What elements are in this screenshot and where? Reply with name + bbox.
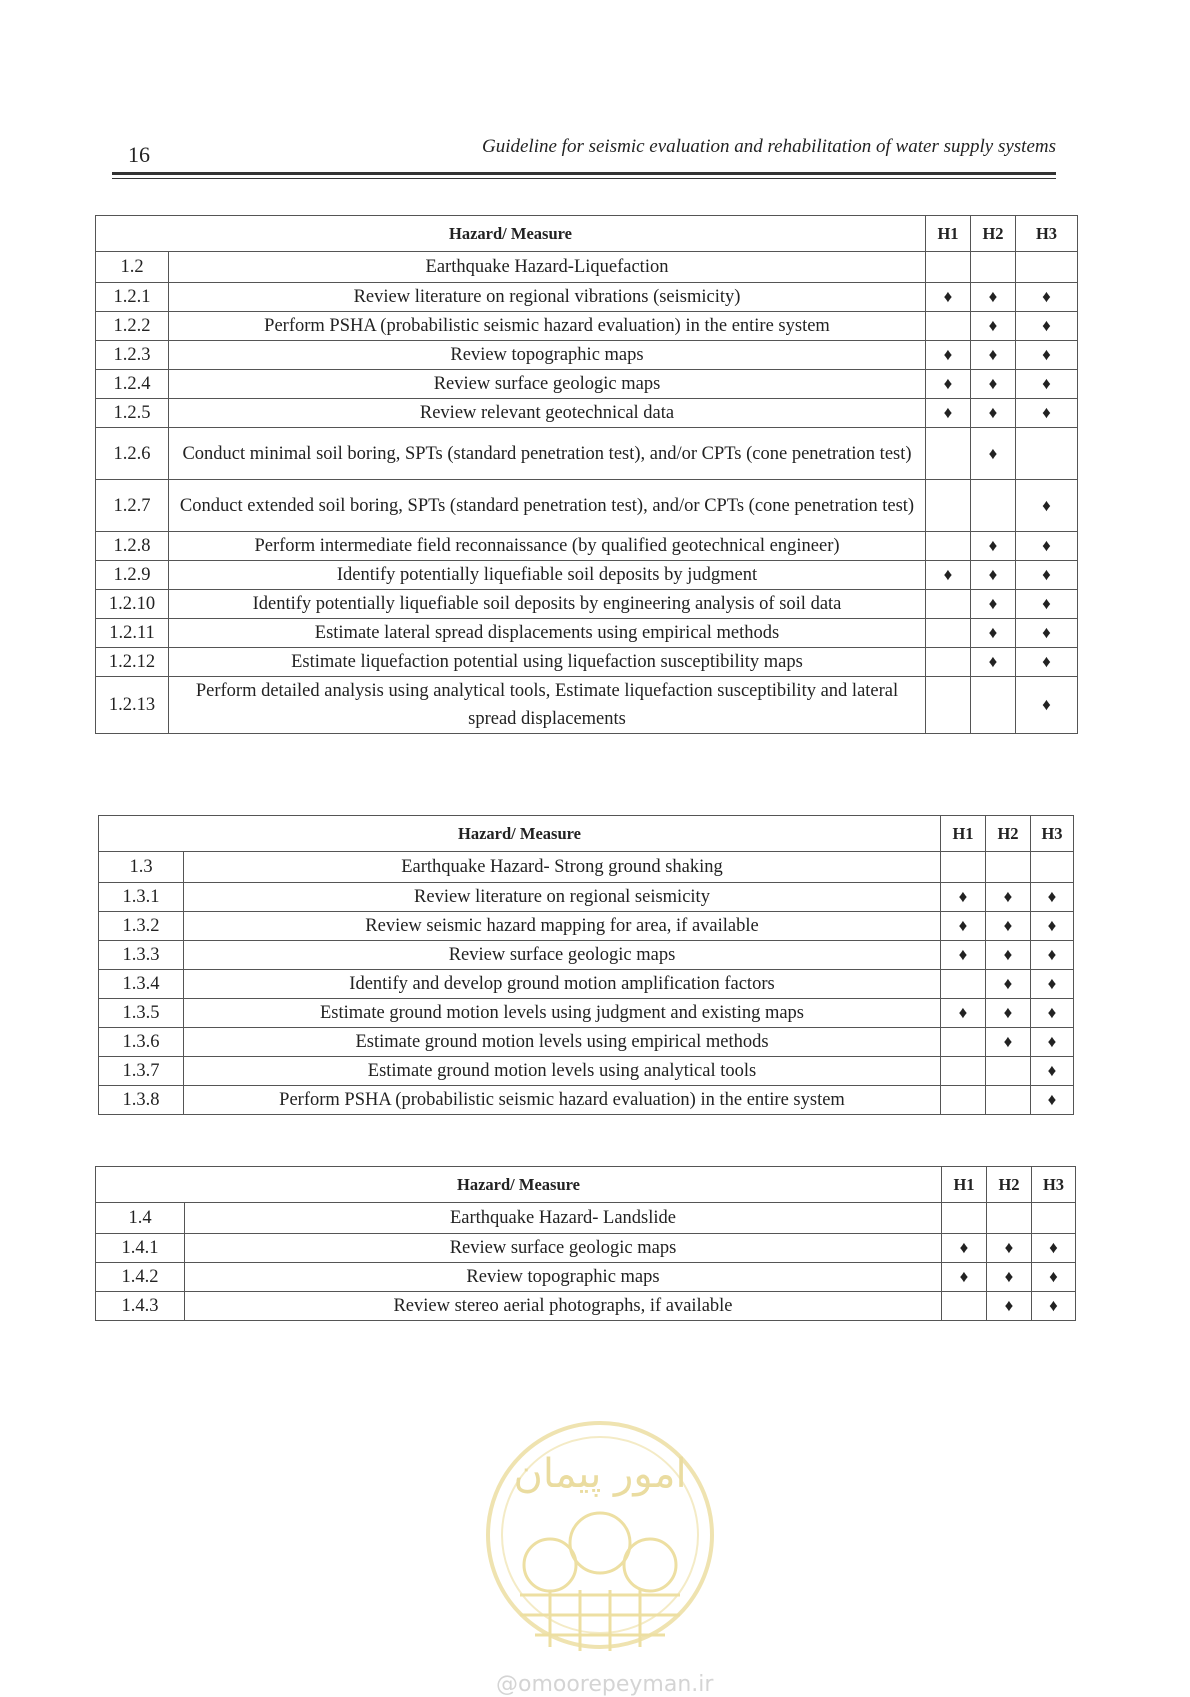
column-header-h3: H3: [1016, 216, 1078, 252]
table-row: [96, 677, 1078, 734]
mark-h3: [1016, 428, 1078, 480]
row-measure: Identify and develop ground motion amplification factors: [184, 970, 941, 999]
row-id: 1.3.8: [99, 1086, 184, 1115]
mark-h1: [926, 428, 971, 480]
mark-h1: ♦: [926, 561, 971, 590]
column-header-h2: H2: [986, 816, 1031, 852]
mark-h3: ♦: [1031, 999, 1074, 1028]
mark-h3: ♦: [1016, 590, 1078, 619]
seal-logo: [480, 1415, 720, 1655]
empty-cell: [986, 852, 1031, 883]
mark-h3: ♦: [1032, 1234, 1076, 1263]
mark-h2: [986, 1086, 1031, 1115]
mark-h2: ♦: [987, 1292, 1032, 1321]
row-measure: Review stereo aerial photographs, if available: [185, 1292, 942, 1321]
table-row: [99, 1086, 1074, 1115]
mark-h1: ♦: [942, 1263, 987, 1292]
mark-h3: ♦: [1016, 648, 1078, 677]
row-id: 1.2.4: [96, 370, 169, 399]
mark-h3: ♦: [1031, 912, 1074, 941]
column-header-measure: Hazard/ Measure: [96, 216, 926, 252]
table-row: [96, 480, 1078, 532]
mark-h2: ♦: [971, 312, 1016, 341]
mark-h2: ♦: [971, 283, 1016, 312]
mark-h2: ♦: [971, 428, 1016, 480]
mark-h1: ♦: [941, 883, 986, 912]
section-title: Earthquake Hazard- Landslide: [185, 1203, 942, 1234]
row-id: 1.3.6: [99, 1028, 184, 1057]
mark-h2: [986, 1057, 1031, 1086]
column-header-h2: H2: [971, 216, 1016, 252]
table-row: [96, 312, 1078, 341]
mark-h1: ♦: [926, 399, 971, 428]
row-measure: Review surface geologic maps: [185, 1234, 942, 1263]
row-id: 1.4.2: [96, 1263, 185, 1292]
ground-shaking-table: [98, 815, 1074, 1115]
page-number: 16: [128, 142, 150, 167]
running-title: Guideline for seismic evaluation and rehabilitation of water supply systems: [482, 136, 1056, 157]
row-id: 1.2.10: [96, 590, 169, 619]
mark-h3: ♦: [1016, 480, 1078, 532]
empty-cell: [942, 1203, 987, 1234]
table-row: [99, 999, 1074, 1028]
landslide-table: [95, 1166, 1076, 1321]
row-measure: Identify potentially liquefiable soil deposits by engineering analysis of soil data: [169, 590, 926, 619]
table-row: [96, 561, 1078, 590]
mark-h2: ♦: [971, 619, 1016, 648]
mark-h1: [941, 1057, 986, 1086]
mark-h1: [926, 677, 971, 734]
mark-h2: ♦: [971, 590, 1016, 619]
row-id: 1.4.1: [96, 1234, 185, 1263]
column-header-h1: H1: [941, 816, 986, 852]
column-header-h3: H3: [1031, 816, 1074, 852]
column-header-measure: Hazard/ Measure: [96, 1167, 942, 1203]
table-row: [96, 1263, 1076, 1292]
mark-h3: ♦: [1031, 1057, 1074, 1086]
mark-h2: ♦: [986, 970, 1031, 999]
column-header-h1: H1: [942, 1167, 987, 1203]
section-id: 1.3: [99, 852, 184, 883]
row-measure: Review seismic hazard mapping for area, if available: [184, 912, 941, 941]
row-measure: Conduct extended soil boring, SPTs (standard penetration test), and/or CPTs (cone penetration test): [169, 480, 926, 532]
row-measure: Review literature on regional vibrations (seismicity): [169, 283, 926, 312]
row-id: 1.2.3: [96, 341, 169, 370]
mark-h2: ♦: [971, 532, 1016, 561]
mark-h2: ♦: [971, 561, 1016, 590]
row-id: 1.2.7: [96, 480, 169, 532]
mark-h3: ♦: [1031, 941, 1074, 970]
row-measure: Estimate lateral spread displacements using empirical methods: [169, 619, 926, 648]
table-header-row: [96, 1167, 1076, 1203]
mark-h2: ♦: [971, 399, 1016, 428]
liquefaction-table: [95, 215, 1078, 734]
row-id: 1.2.12: [96, 648, 169, 677]
row-id: 1.3.7: [99, 1057, 184, 1086]
mark-h2: ♦: [986, 883, 1031, 912]
mark-h3: ♦: [1031, 1086, 1074, 1115]
row-measure: Review topographic maps: [185, 1263, 942, 1292]
empty-cell: [1032, 1203, 1076, 1234]
empty-cell: [926, 252, 971, 283]
empty-cell: [987, 1203, 1032, 1234]
mark-h3: ♦: [1016, 561, 1078, 590]
header-rule-thin: [112, 178, 1056, 179]
mark-h1: [926, 648, 971, 677]
svg-text:امور پیمان: امور پیمان: [513, 1451, 687, 1497]
table-row: [99, 912, 1074, 941]
row-measure: Estimate ground motion levels using empirical methods: [184, 1028, 941, 1057]
section-id: 1.2: [96, 252, 169, 283]
row-id: 1.3.5: [99, 999, 184, 1028]
mark-h1: [941, 1086, 986, 1115]
mark-h3: ♦: [1031, 970, 1074, 999]
mark-h1: [941, 970, 986, 999]
row-measure: Review topographic maps: [169, 341, 926, 370]
table-row: [96, 370, 1078, 399]
table-row: [99, 1028, 1074, 1057]
row-id: 1.2.1: [96, 283, 169, 312]
mark-h3: ♦: [1016, 532, 1078, 561]
column-header-measure: Hazard/ Measure: [99, 816, 941, 852]
mark-h3: ♦: [1032, 1292, 1076, 1321]
mark-h1: ♦: [926, 283, 971, 312]
section-title: Earthquake Hazard-Liquefaction: [169, 252, 926, 283]
section-row: [96, 252, 1078, 283]
mark-h3: ♦: [1031, 883, 1074, 912]
mark-h1: ♦: [941, 912, 986, 941]
empty-cell: [1031, 852, 1074, 883]
mark-h2: ♦: [986, 1028, 1031, 1057]
section-id: 1.4: [96, 1203, 185, 1234]
mark-h1: ♦: [941, 999, 986, 1028]
section-row: [96, 1203, 1076, 1234]
row-measure: Perform intermediate field reconnaissance (by qualified geotechnical engineer): [169, 532, 926, 561]
mark-h3: ♦: [1032, 1263, 1076, 1292]
row-id: 1.2.2: [96, 312, 169, 341]
table-row: [96, 1234, 1076, 1263]
table-row: [96, 341, 1078, 370]
table-row: [96, 619, 1078, 648]
mark-h2: ♦: [986, 912, 1031, 941]
row-measure: Estimate liquefaction potential using liquefaction susceptibility maps: [169, 648, 926, 677]
row-id: 1.3.3: [99, 941, 184, 970]
column-header-h1: H1: [926, 216, 971, 252]
mark-h2: ♦: [987, 1234, 1032, 1263]
row-measure: Perform PSHA (probabilistic seismic hazard evaluation) in the entire system: [169, 312, 926, 341]
mark-h1: [926, 590, 971, 619]
section-row: [99, 852, 1074, 883]
row-id: 1.2.9: [96, 561, 169, 590]
table-row: [96, 648, 1078, 677]
table-header-row: [96, 216, 1078, 252]
site-watermark: @omoorepeyman.ir: [496, 1672, 714, 1697]
mark-h3: ♦: [1016, 399, 1078, 428]
row-measure: Estimate ground motion levels using analytical tools: [184, 1057, 941, 1086]
row-measure: Review surface geologic maps: [169, 370, 926, 399]
row-measure: Review surface geologic maps: [184, 941, 941, 970]
mark-h3: ♦: [1016, 619, 1078, 648]
mark-h1: [926, 312, 971, 341]
row-measure: Identify potentially liquefiable soil deposits by judgment: [169, 561, 926, 590]
table-row: [99, 970, 1074, 999]
table-row: [96, 1292, 1076, 1321]
empty-cell: [971, 252, 1016, 283]
row-id: 1.2.13: [96, 677, 169, 734]
row-measure: Review relevant geotechnical data: [169, 399, 926, 428]
mark-h2: [971, 480, 1016, 532]
mark-h1: [942, 1292, 987, 1321]
empty-cell: [941, 852, 986, 883]
table-row: [96, 590, 1078, 619]
table-row: [96, 283, 1078, 312]
mark-h1: [926, 480, 971, 532]
mark-h1: [941, 1028, 986, 1057]
row-id: 1.3.1: [99, 883, 184, 912]
mark-h3: ♦: [1016, 312, 1078, 341]
table-row: [96, 428, 1078, 480]
mark-h1: [926, 532, 971, 561]
mark-h2: ♦: [986, 999, 1031, 1028]
table-row: [96, 399, 1078, 428]
row-measure: Conduct minimal soil boring, SPTs (standard penetration test), and/or CPTs (cone penetration test): [169, 428, 926, 480]
mark-h3: ♦: [1016, 677, 1078, 734]
mark-h1: [926, 619, 971, 648]
row-measure: Estimate ground motion levels using judgment and existing maps: [184, 999, 941, 1028]
mark-h1: ♦: [926, 370, 971, 399]
section-title: Earthquake Hazard- Strong ground shaking: [184, 852, 941, 883]
row-id: 1.3.4: [99, 970, 184, 999]
table-row: [96, 532, 1078, 561]
table-row: [99, 941, 1074, 970]
row-id: 1.2.8: [96, 532, 169, 561]
row-id: 1.3.2: [99, 912, 184, 941]
row-id: 1.2.6: [96, 428, 169, 480]
table-row: [99, 883, 1074, 912]
table-header-row: [99, 816, 1074, 852]
empty-cell: [1016, 252, 1078, 283]
row-measure: Perform PSHA (probabilistic seismic hazard evaluation) in the entire system: [184, 1086, 941, 1115]
column-header-h2: H2: [987, 1167, 1032, 1203]
row-id: 1.4.3: [96, 1292, 185, 1321]
header-rule-thick: [112, 172, 1056, 175]
mark-h2: ♦: [971, 341, 1016, 370]
mark-h2: ♦: [987, 1263, 1032, 1292]
row-measure: Review literature on regional seismicity: [184, 883, 941, 912]
mark-h1: ♦: [942, 1234, 987, 1263]
mark-h1: ♦: [926, 341, 971, 370]
row-id: 1.2.5: [96, 399, 169, 428]
mark-h3: ♦: [1031, 1028, 1074, 1057]
mark-h2: [971, 677, 1016, 734]
row-measure: Perform detailed analysis using analytical tools, Estimate liquefaction susceptibility and lateral spread displacements: [169, 677, 926, 734]
mark-h3: ♦: [1016, 370, 1078, 399]
column-header-h3: H3: [1032, 1167, 1076, 1203]
mark-h3: ♦: [1016, 283, 1078, 312]
mark-h1: ♦: [941, 941, 986, 970]
mark-h2: ♦: [971, 648, 1016, 677]
mark-h3: ♦: [1016, 341, 1078, 370]
row-id: 1.2.11: [96, 619, 169, 648]
table-row: [99, 1057, 1074, 1086]
mark-h2: ♦: [971, 370, 1016, 399]
mark-h2: ♦: [986, 941, 1031, 970]
